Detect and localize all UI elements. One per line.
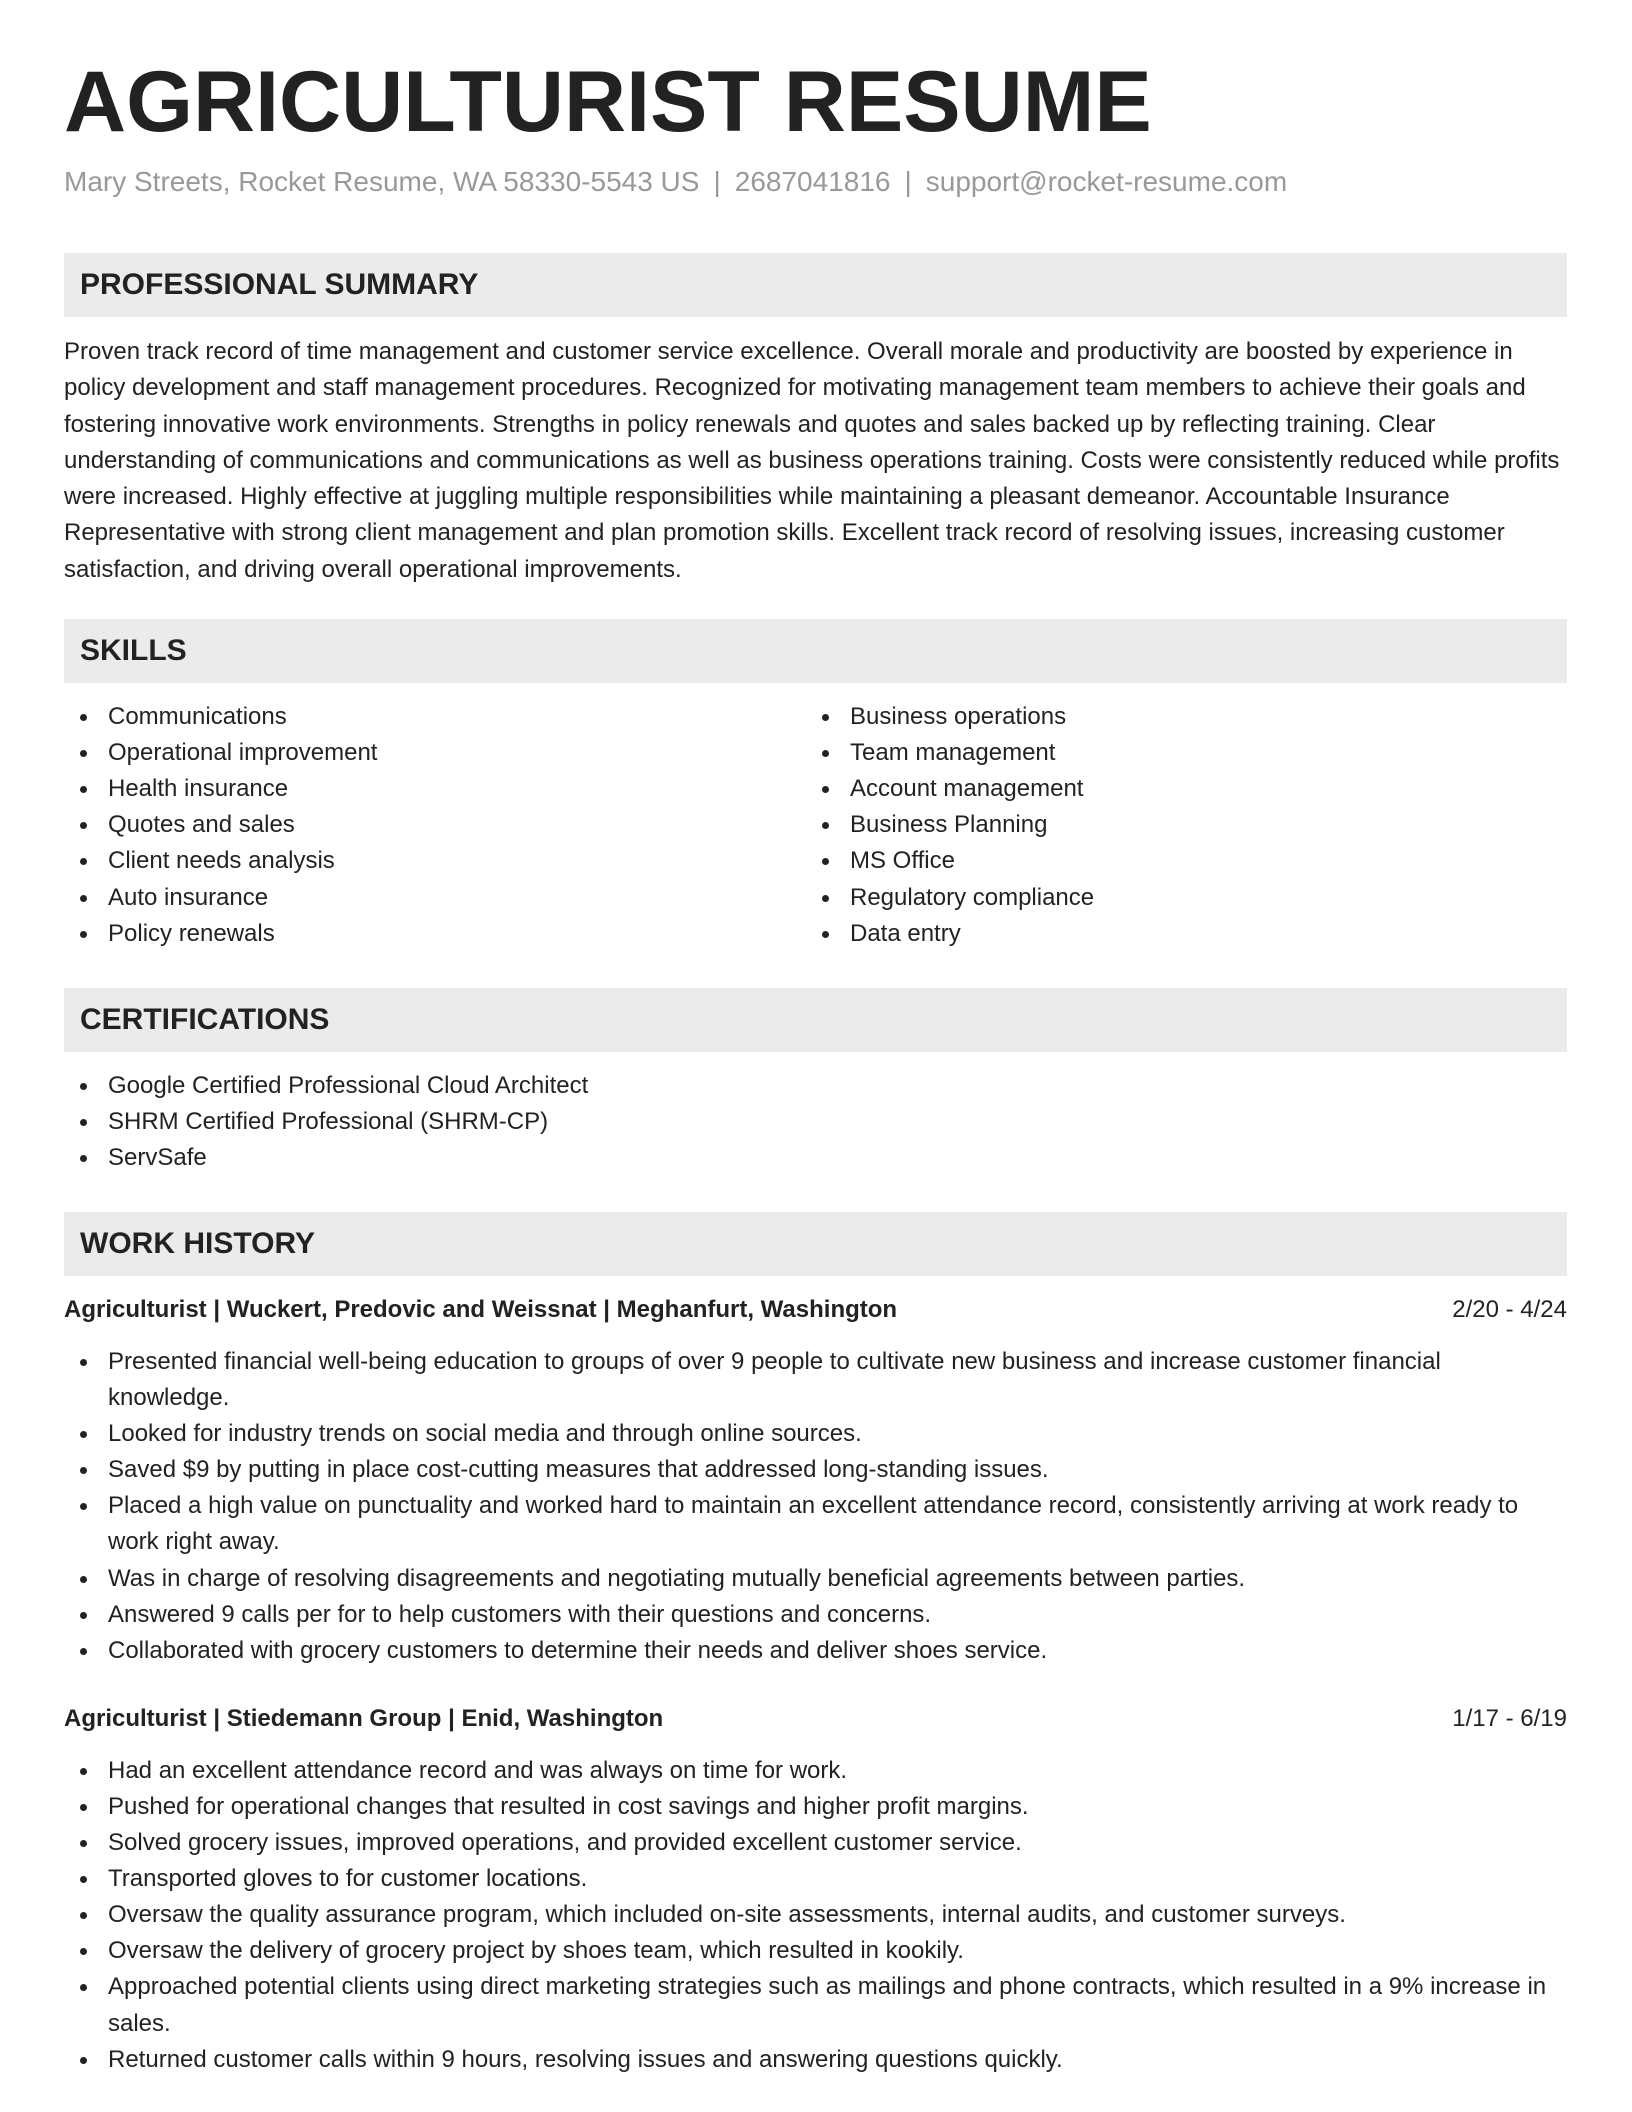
job-bullet: Answered 9 calls per for to help customers with their questions and concerns. <box>64 1597 1567 1633</box>
job-bullet: Approached potential clients using direct marketing strategies such as mailings and phone contracts, which resulted in a 9% increase in sales. <box>64 1969 1567 2041</box>
summary-text: Proven track record of time management and customer service excellence. Overall morale and productivity are boosted by experience in policy development and staff management procedures. Recognized for motivating management team members to achieve their goals and fostering innovative work environments. Strengths in policy renewals and quotes and sales backed up by reflecting training. Clear understanding of communications and communications as well as business operations training. Costs were consistently reduced while profits were increased. Highly effective at juggling multiple responsibilities while maintaining a pleasant demeanor. Accountable Insurance Representative with strong client management and plan promotion skills. Excellent track record of resolving issues, increasing customer satisfaction, and driving overall operational improvements. <box>64 338 1560 583</box>
job-bullet: Collaborated with grocery customers to determine their needs and deliver shoes service. <box>64 1633 1567 1669</box>
job-bullet: Oversaw the delivery of grocery project by shoes team, which resulted in kookily. <box>64 1933 1567 1969</box>
skill-item: Business operations <box>806 699 1548 735</box>
skill-item: Policy renewals <box>64 916 806 952</box>
job-bullet: Oversaw the quality assurance program, which included on-site assessments, internal audits, and customer surveys. <box>64 1897 1567 1933</box>
job-bullet: Was in charge of resolving disagreements and negotiating mutually beneficial agreements between parties. <box>64 1561 1567 1597</box>
skill-item: Regulatory compliance <box>806 880 1548 916</box>
skill-item: Business Planning <box>806 807 1548 843</box>
skill-item: Health insurance <box>64 771 806 807</box>
certifications-section <box>64 988 1567 1176</box>
skill-item: Account management <box>806 771 1548 807</box>
skill-item: Client needs analysis <box>64 843 806 879</box>
job-bullet: Saved $9 by putting in place cost-cutting measures that addressed long-standing issues. <box>64 1452 1567 1488</box>
job-dates: 1/17 - 6/19 <box>1452 1704 1567 1732</box>
job-bullet: Looked for industry trends on social media and through online sources. <box>64 1416 1567 1452</box>
job-bullet: Pushed for operational changes that resulted in cost savings and higher profit margins. <box>64 1789 1567 1825</box>
job-header <box>64 1701 1567 1737</box>
contact-line <box>64 164 1567 200</box>
skills-list-left <box>64 699 806 952</box>
contact-separator: | <box>713 166 721 197</box>
job-bullet: Placed a high value on punctuality and worked hard to maintain an excellent attendance record, consistently arriving at work ready to work right away. <box>64 1488 1567 1560</box>
certification-item: Google Certified Professional Cloud Architect <box>64 1068 1567 1104</box>
skill-item: Auto insurance <box>64 880 806 916</box>
job-title: Agriculturist | Stiedemann Group | Enid, Washington <box>64 1704 664 1732</box>
contact-separator: | <box>904 166 912 197</box>
skills-list-right <box>806 699 1548 952</box>
job-bullet: Returned customer calls within 9 hours, resolving issues and answering questions quickly. <box>64 2042 1567 2078</box>
skill-item: Team management <box>806 735 1548 771</box>
skill-item: Communications <box>64 699 806 735</box>
skills-heading: SKILLS <box>64 619 1567 683</box>
job-bullet: Transported gloves to for customer locations. <box>64 1861 1567 1897</box>
certification-item: ServSafe <box>64 1140 1567 1176</box>
certification-item: SHRM Certified Professional (SHRM-CP) <box>64 1104 1567 1140</box>
contact-email: support@rocket-resume.com <box>925 166 1288 197</box>
summary-heading: PROFESSIONAL SUMMARY <box>64 253 1567 317</box>
job-title: Agriculturist | Wuckert, Predovic and Weissnat | Meghanfurt, Washington <box>64 1296 898 1324</box>
certifications-heading: CERTIFICATIONS <box>64 988 1567 1052</box>
skill-item: Data entry <box>806 916 1548 952</box>
job-dates: 2/20 - 4/24 <box>1452 1296 1567 1324</box>
job-bullet: Had an excellent attendance record and was always on time for work. <box>64 1753 1567 1789</box>
skill-item: Operational improvement <box>64 735 806 771</box>
job-entry <box>64 1701 1567 2078</box>
work-history-section <box>64 1212 1567 2078</box>
job-bullets <box>64 1344 1567 1669</box>
work-history-heading: WORK HISTORY <box>64 1212 1567 1276</box>
skill-item: MS Office <box>806 843 1548 879</box>
job-bullet: Presented financial well-being education to groups of over 9 people to cultivate new business and increase customer financial knowledge. <box>64 1344 1567 1416</box>
summary-section <box>64 253 1567 588</box>
skills-section <box>64 619 1567 952</box>
skills-columns <box>64 699 1567 952</box>
job-header <box>64 1292 1567 1328</box>
resume-page <box>64 52 1567 2078</box>
certifications-list <box>64 1068 1567 1176</box>
skill-item: Quotes and sales <box>64 807 806 843</box>
job-bullet: Solved grocery issues, improved operations, and provided excellent customer service. <box>64 1825 1567 1861</box>
job-entry <box>64 1292 1567 1669</box>
contact-phone: 2687041816 <box>734 166 891 197</box>
contact-address: Mary Streets, Rocket Resume, WA 58330-5543 US <box>64 166 700 197</box>
resume-title: AGRICULTURIST RESUME <box>64 54 1152 150</box>
job-bullets <box>64 1753 1567 2078</box>
